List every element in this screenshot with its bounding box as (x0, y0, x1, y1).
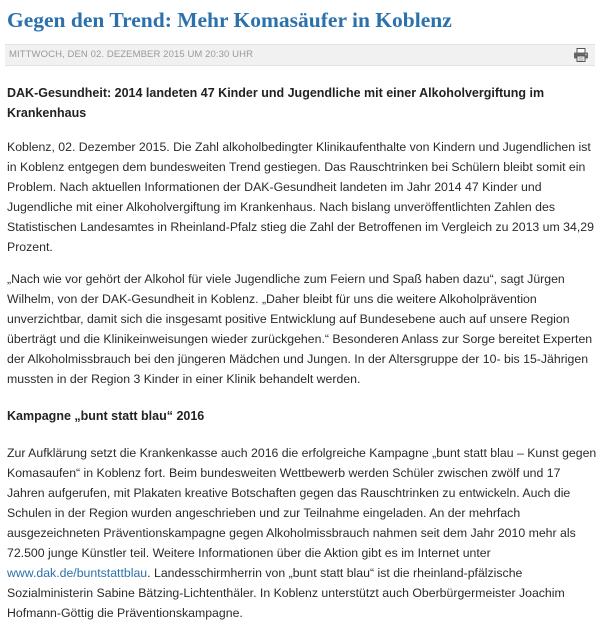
paragraph-quote: „Nach wie vor gehört der Alkohol für viele Jugendliche zum Feiern und Spaß haben dazu“, sagt Jürgen Wilhelm, von der DAK-Gesundheit in Koblenz. „Daher bleibt für uns die weitere Alkoholprävention unverzichtbar, damit sich die insgesamt positive Entwicklung auf Bundesebene auch auf unsere Region überträgt und die Klinikeinweisungen wieder zurückgehen.“ Besonderen Anlass zur Sorge bereitet Experten der Alkoholmissbrauch bei den jüngeren Mädchen und Jungen. In der Altersgruppe der 10- bis 15-Jährigen mussten in der Region 3 Kinder in einer Klinik behandelt werden. (7, 272, 593, 386)
paragraph-intro: Koblenz, 02. Dezember 2015. Die Zahl alkoholbedingter Klinikaufenthalte von Kindern und Jugendlichen ist in Koblenz entgegen dem bundesweiten Trend gestiegen. Das Rauschtrinken bei Schülern bleibt somit ein Problem. Nach aktuellen Informationen der DAK-Gesundheit landeten im Jahr 2014 47 Kinder und Jugendliche mit einer Alkoholvergiftung im Krankenhaus. Nach bislang unveröffentlichten Zahlen des Statistischen Landesamtes in Rheinland-Pfalz stieg die Zahl der Betroffenen im Vergleich zu 2013 um 34,29 Prozent. (7, 140, 594, 254)
paragraph-campaign (7, 443, 597, 623)
campaign-link[interactable]: www.dak.de/buntstattblau (7, 566, 148, 580)
article-title: Gegen den Trend: Mehr Komasäufer in Koblenz (7, 8, 452, 32)
paragraph-campaign-text-end: . Landesschirmherrin von „bunt statt blau“ ist die rheinland-pfälzische Sozialministerin Sabine Bätzing-Lichtenthäler. In Koblenz unterstützt auch Oberbürgermeister Joachim Hofmann-Göttig die Präventionskampagne. (7, 566, 565, 620)
paragraph-campaign-text-start: Zur Aufklärung setzt die Krankenkasse auch 2016 die erfolgreiche Kampagne „bunt statt blau – Kunst gegen Komasaufen“ in Koblenz fort. Beim bundesweiten Wettbewerb werden Schüler zwischen zwölf und 17 Jahren aufgerufen, mit Plakaten kreative Botschaften gegen das Rauschtrinken zu entwickeln. Auch die Schulen in der Region wurden angeschrieben und zur Teilnahme eingeladen. An der mehrfach ausgezeichneten Präventionskampagne gegen Alkoholmissbrauch nahmen seit dem Jahr 2010 mehr als 72.500 junge Künstler teil. Weitere Informationen über die Aktion gibt es im Internet unter (7, 446, 597, 560)
printer-icon[interactable] (573, 48, 589, 62)
article-meta-bar (5, 44, 595, 66)
article-subtitle: DAK-Gesundheit: 2014 landeten 47 Kinder und Jugendliche mit einer Alkoholvergiftung im Krankenhaus (7, 86, 545, 120)
section-heading-campaign: Kampagne „bunt statt blau“ 2016 (7, 409, 205, 423)
publish-date: MITTWOCH, DEN 02. DEZEMBER 2015 UM 20:30 UHR (9, 49, 254, 60)
